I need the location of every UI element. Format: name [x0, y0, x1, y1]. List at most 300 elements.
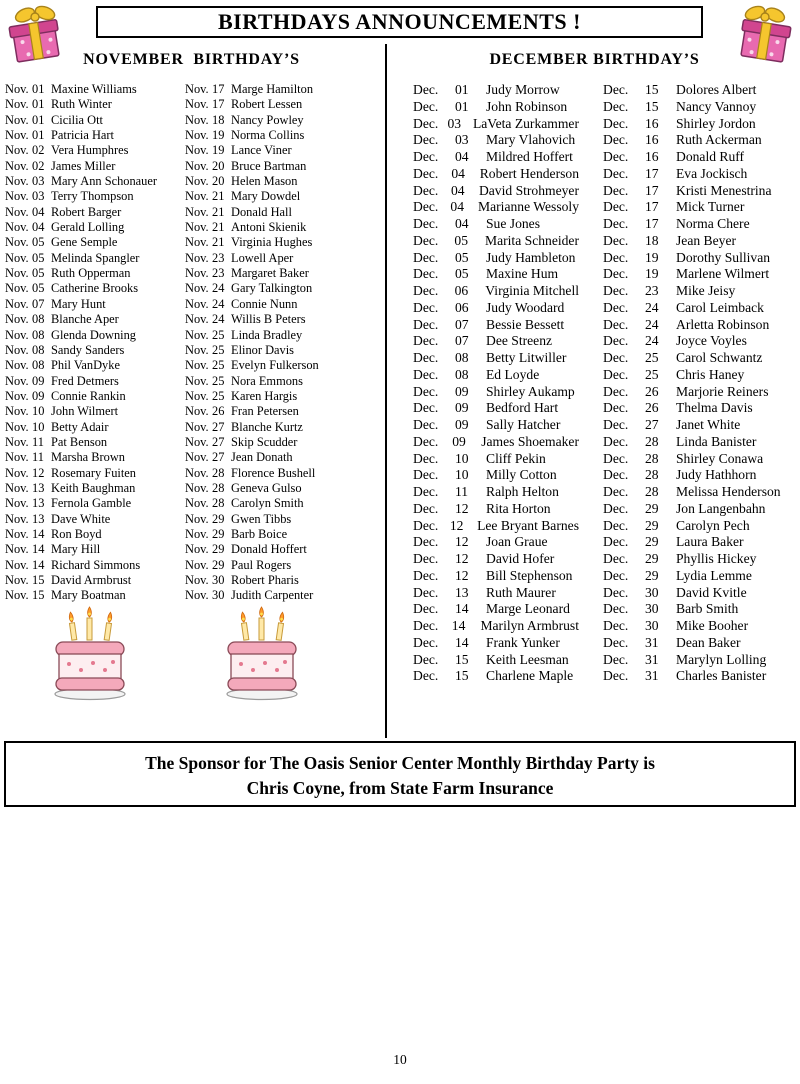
day-number: 21 [212, 204, 225, 219]
day-number: 30 [645, 618, 659, 633]
day-number: 13 [32, 511, 45, 526]
day-number: 14 [455, 634, 469, 650]
person-name: Marlene Wilmert [676, 266, 770, 282]
month-abbr: Nov. [185, 342, 209, 357]
month-abbr: Dec. [413, 249, 439, 265]
person-name: Nora Emmons [231, 373, 303, 388]
person-name: David Kvitle [676, 584, 747, 600]
day-number: 25 [645, 350, 659, 365]
birthday-entry [413, 467, 579, 484]
day-number: 01 [32, 97, 45, 112]
month-abbr: Dec. [413, 299, 439, 315]
month-abbr: Dec. [413, 433, 439, 449]
birthday-entry [5, 573, 181, 588]
birthday-entry [603, 417, 800, 434]
person-name: Cliff Pekin [486, 450, 546, 466]
month-abbr: Nov. [185, 465, 209, 480]
day-number: 05 [454, 232, 469, 248]
day-number: 25 [212, 373, 225, 388]
person-name: Glenda Downing [51, 327, 136, 342]
person-name: Charles Banister [676, 668, 767, 684]
month-abbr: Dec. [413, 634, 439, 650]
page-number: 10 [393, 1052, 407, 1067]
birthday-entry [5, 588, 181, 603]
month-abbr: Nov. [185, 404, 209, 419]
person-name: Mary Hill [51, 542, 101, 557]
birthday-entry [603, 317, 800, 334]
birthday-entry [5, 481, 181, 496]
birthday-entry [413, 317, 579, 334]
day-number: 04 [455, 149, 469, 164]
sponsor-line2: Chris Coyne, from State Farm Insurance [246, 778, 554, 798]
birthday-entry [185, 97, 383, 112]
month-abbr: Nov. [5, 112, 29, 127]
day-number: 05 [32, 281, 45, 296]
person-name: Geneva Gulso [231, 480, 302, 495]
person-name: Marjorie Reiners [676, 383, 769, 399]
day-number: 19 [645, 266, 659, 282]
month-abbr: Nov. [5, 373, 29, 388]
month-abbr: Dec. [603, 417, 629, 432]
december-section [389, 44, 800, 685]
person-name: Marge Leonard [486, 601, 570, 617]
person-name: James Shoemaker [481, 433, 579, 449]
day-number: 17 [212, 97, 225, 112]
day-number: 15 [455, 668, 469, 684]
month-abbr: Dec. [603, 517, 629, 533]
day-number: 29 [645, 551, 659, 566]
birthday-entry [413, 266, 579, 283]
person-name: Judy Hambleton [486, 249, 576, 265]
person-name: Pat Benson [51, 434, 108, 449]
birthday-entry [185, 159, 383, 174]
day-number: 21 [212, 220, 225, 235]
birthday-entry [185, 82, 383, 97]
day-number: 25 [212, 327, 225, 342]
birthday-entry [185, 189, 383, 204]
birthday-entry [5, 189, 181, 204]
day-number: 05 [32, 266, 45, 281]
month-abbr: Nov. [185, 235, 209, 250]
month-abbr: Nov. [185, 112, 209, 127]
day-number: 09 [452, 433, 466, 449]
person-name: Marilyn Armbrust [480, 618, 579, 633]
birthday-entry [603, 518, 800, 535]
birthday-entry [603, 601, 800, 618]
birthday-entry [603, 183, 800, 200]
day-number: 15 [32, 588, 45, 603]
month-abbr: Nov. [5, 158, 29, 173]
month-abbr: Dec. [413, 517, 439, 533]
birthday-entry [603, 166, 800, 183]
day-number: 10 [32, 404, 45, 419]
day-number: 29 [645, 517, 659, 533]
month-abbr: Dec. [603, 266, 629, 282]
day-number: 25 [212, 358, 225, 373]
person-name: Richard Simmons [51, 557, 141, 572]
birthday-entry [413, 283, 579, 300]
birthday-entry [603, 333, 800, 350]
month-abbr: Nov. [185, 419, 209, 434]
day-number: 04 [32, 220, 45, 235]
birthday-entry [185, 205, 383, 220]
month-abbr: Nov. [185, 220, 209, 235]
month-abbr: Dec. [603, 182, 629, 198]
day-number: 17 [645, 182, 659, 198]
person-name: Linda Bradley [231, 327, 303, 342]
person-name: Mildred Hoffert [486, 149, 573, 164]
person-name: Norma Collins [231, 128, 305, 143]
day-number: 19 [212, 143, 225, 158]
birthday-entry [603, 250, 800, 267]
birthday-entry [5, 266, 181, 281]
birthday-entry [5, 297, 181, 312]
day-number: 20 [212, 158, 225, 173]
day-number: 14 [451, 618, 466, 633]
day-number: 01 [32, 128, 45, 143]
month-abbr: Nov. [5, 296, 29, 311]
december-list-col2 [579, 82, 800, 685]
birthday-entry [5, 113, 181, 128]
birthday-entry [603, 266, 800, 283]
month-abbr: Nov. [5, 404, 29, 419]
day-number: 21 [212, 189, 225, 204]
person-name: Bruce Bartman [231, 158, 307, 173]
november-list-col1 [0, 82, 181, 604]
month-abbr: Nov. [185, 327, 209, 342]
day-number: 12 [455, 567, 469, 583]
month-abbr: Dec. [413, 132, 439, 148]
day-number: 31 [645, 651, 659, 667]
page-header [96, 6, 703, 38]
birthday-entry [5, 358, 181, 373]
birthday-entry [185, 573, 383, 588]
day-number: 09 [455, 383, 469, 399]
month-abbr: Dec. [603, 567, 629, 583]
month-abbr: Dec. [603, 618, 629, 633]
day-number: 13 [32, 496, 45, 511]
person-name: John Robinson [486, 98, 568, 114]
birthday-entry [185, 435, 383, 450]
november-section [0, 44, 383, 604]
day-number: 24 [645, 299, 659, 315]
birthday-entry [603, 652, 800, 669]
person-name: Nancy Vannoy [676, 98, 757, 114]
day-number: 03 [32, 189, 45, 204]
person-name: Florence Bushell [231, 465, 316, 480]
month-abbr: Dec. [413, 467, 439, 483]
birthday-entry [603, 82, 800, 99]
day-number: 08 [455, 366, 469, 382]
day-number: 29 [212, 526, 225, 541]
person-name: Vera Humphres [51, 143, 129, 158]
person-name: Evelyn Fulkerson [231, 358, 319, 373]
day-number: 11 [455, 484, 469, 499]
birthday-entry [413, 99, 579, 116]
birthday-entry [413, 601, 579, 618]
month-abbr: Nov. [5, 450, 29, 465]
person-name: Ruth Ackerman [676, 132, 762, 148]
month-abbr: Nov. [5, 174, 29, 189]
month-abbr: Nov. [185, 143, 209, 158]
day-number: 26 [212, 404, 225, 419]
birthday-entry [5, 542, 181, 557]
birthday-cake-icon [50, 606, 130, 702]
birthday-entry [185, 328, 383, 343]
month-abbr: Nov. [185, 128, 209, 143]
day-number: 17 [212, 82, 225, 96]
birthday-entry [413, 551, 579, 568]
person-name: Paul Rogers [231, 557, 292, 572]
birthday-entry [5, 527, 181, 542]
month-abbr: Dec. [603, 383, 629, 399]
birthday-entry [185, 281, 383, 296]
person-name: Skip Scudder [231, 434, 298, 449]
month-abbr: Nov. [5, 434, 29, 449]
birthday-entry [185, 220, 383, 235]
month-abbr: Dec. [603, 82, 629, 97]
birthday-entry [603, 551, 800, 568]
birthday-entry [413, 300, 579, 317]
person-name: Betty Litwiller [486, 350, 567, 365]
person-name: Antoni Skienik [231, 220, 307, 235]
day-number: 05 [455, 249, 469, 265]
birthday-entry [413, 350, 579, 367]
birthday-entry [5, 128, 181, 143]
day-number: 20 [212, 174, 225, 189]
month-abbr: Dec. [413, 618, 439, 633]
person-name: Keith Baughman [51, 480, 136, 495]
person-name: Connie Nunn [231, 296, 298, 311]
month-abbr: Nov. [185, 266, 209, 281]
birthday-entry [603, 384, 800, 401]
month-abbr: Nov. [185, 480, 209, 495]
month-abbr: Nov. [185, 588, 209, 603]
person-name: Fran Petersen [231, 404, 299, 419]
day-number: 25 [645, 366, 659, 382]
person-name: Mike Jeisy [676, 283, 736, 298]
day-number: 07 [32, 296, 45, 311]
month-abbr: Dec. [603, 165, 629, 181]
month-abbr: Nov. [5, 542, 29, 557]
month-abbr: Nov. [5, 511, 29, 526]
day-number: 15 [32, 573, 45, 587]
month-abbr: Dec. [413, 601, 439, 617]
person-name: Jean Donath [231, 450, 293, 465]
month-abbr: Nov. [5, 250, 29, 265]
day-number: 28 [212, 465, 225, 480]
day-number: 29 [212, 557, 225, 572]
birthday-entry [603, 585, 800, 602]
birthday-entry [5, 343, 181, 358]
person-name: Robert Lessen [231, 97, 303, 112]
day-number: 30 [645, 584, 659, 600]
birthday-entry [5, 328, 181, 343]
day-number: 08 [32, 342, 45, 357]
day-number: 30 [212, 588, 225, 603]
month-abbr: Nov. [185, 296, 209, 311]
day-number: 28 [645, 484, 659, 499]
day-number: 16 [645, 149, 659, 164]
month-abbr: Dec. [603, 601, 629, 617]
person-name: Ruth Opperman [51, 266, 131, 281]
person-name: Chris Haney [676, 366, 745, 382]
day-number: 10 [455, 467, 469, 483]
birthday-entry [185, 481, 383, 496]
birthday-entry [413, 501, 579, 518]
month-abbr: Nov. [185, 312, 209, 327]
birthday-entry [185, 542, 383, 557]
person-name: Lance Viner [231, 143, 292, 158]
day-number: 31 [645, 634, 659, 650]
sponsor-box [4, 741, 796, 807]
person-name: Ralph Helton [486, 484, 559, 499]
person-name: Terry Thompson [51, 189, 134, 204]
day-number: 26 [645, 400, 659, 416]
birthday-entry [5, 174, 181, 189]
person-name: Norma Chere [676, 216, 750, 231]
day-number: 07 [455, 316, 469, 332]
day-number: 08 [455, 350, 469, 365]
november-lists [0, 82, 383, 604]
month-abbr: Nov. [5, 220, 29, 235]
month-abbr: Dec. [413, 266, 439, 282]
month-abbr: Nov. [5, 342, 29, 357]
month-abbr: Nov. [185, 373, 209, 388]
day-number: 12 [455, 500, 469, 516]
month-abbr: Dec. [603, 149, 629, 164]
birthday-entry [603, 618, 800, 635]
day-number: 01 [32, 112, 45, 127]
day-number: 02 [32, 143, 45, 158]
month-abbr: Dec. [413, 316, 439, 332]
day-number: 06 [454, 283, 469, 298]
person-name: Robert Pharis [231, 573, 299, 587]
day-number: 12 [449, 517, 464, 533]
day-number: 14 [32, 542, 45, 557]
birthday-entry [413, 149, 579, 166]
month-abbr: Dec. [413, 232, 439, 248]
birthday-entry [185, 174, 383, 189]
person-name: John Wilmert [51, 404, 119, 419]
month-abbr: Dec. [603, 551, 629, 566]
month-abbr: Dec. [603, 668, 629, 684]
day-number: 15 [455, 651, 469, 667]
birthday-entry [413, 116, 579, 133]
day-number: 24 [212, 296, 225, 311]
month-abbr: Dec. [413, 333, 439, 349]
person-name: Bill Stephenson [486, 567, 573, 583]
month-abbr: Dec. [603, 366, 629, 382]
person-name: Phyllis Hickey [676, 551, 757, 566]
birthday-entry [603, 300, 800, 317]
person-name: Ed Loyde [486, 366, 540, 382]
month-abbr: Nov. [5, 526, 29, 541]
birthday-entry [185, 358, 383, 373]
person-name: Maxine Hum [486, 266, 559, 282]
person-name: Barb Boice [231, 526, 288, 541]
person-name: Gerald Lolling [51, 220, 125, 235]
birthday-entry [185, 128, 383, 143]
person-name: Ruth Maurer [486, 584, 556, 600]
birthday-entry [5, 496, 181, 511]
person-name: Charlene Maple [486, 668, 574, 684]
birthday-entry [603, 216, 800, 233]
birthday-entry [603, 668, 800, 685]
person-name: Thelma Davis [676, 400, 753, 416]
person-name: Frank Yunker [486, 634, 560, 650]
month-abbr: Nov. [185, 542, 209, 557]
birthday-entry [5, 435, 181, 450]
day-number: 15 [645, 98, 659, 114]
person-name: Fernola Gamble [51, 496, 132, 511]
month-abbr: Nov. [5, 496, 29, 511]
december-lists [389, 82, 800, 685]
person-name: Ron Boyd [51, 526, 102, 541]
person-name: Sandy Sanders [51, 342, 125, 357]
day-number: 09 [455, 417, 469, 432]
person-name: Laura Baker [676, 534, 744, 550]
person-name: Marita Schneider [485, 232, 579, 248]
page-title: BIRTHDAYS ANNOUNCEMENTS ! [218, 9, 581, 34]
person-name: Willis B Peters [231, 312, 306, 327]
person-name: Gene Semple [51, 235, 118, 250]
birthday-entry [603, 501, 800, 518]
month-abbr: Nov. [5, 128, 29, 143]
day-number: 13 [32, 480, 45, 495]
day-number: 12 [32, 465, 45, 480]
day-number: 12 [455, 551, 469, 566]
month-abbr: Dec. [603, 450, 629, 466]
day-number: 29 [645, 534, 659, 550]
birthday-entry [5, 450, 181, 465]
birthday-entry [185, 266, 383, 281]
month-abbr: Nov. [5, 557, 29, 572]
birthday-entry [603, 434, 800, 451]
person-name: Betty Adair [51, 419, 109, 434]
birthday-entry [185, 527, 383, 542]
person-name: Mick Turner [676, 199, 745, 215]
person-name: James Miller [51, 158, 116, 173]
day-number: 05 [32, 235, 45, 250]
day-number: 24 [212, 281, 225, 296]
month-abbr: Nov. [5, 204, 29, 219]
person-name: Phil VanDyke [51, 358, 120, 373]
birthday-entry [185, 466, 383, 481]
month-abbr: Dec. [603, 500, 629, 516]
birthday-entry [413, 618, 579, 635]
person-name: Joyce Voyles [676, 333, 747, 349]
birthday-entry [413, 216, 579, 233]
person-name: Elinor Davis [231, 342, 294, 357]
person-name: Blanche Kurtz [231, 419, 303, 434]
november-heading: NOVEMBER BIRTHDAY’S [83, 51, 300, 68]
birthday-entry [603, 283, 800, 300]
person-name: Lydia Lemme [676, 567, 752, 583]
day-number: 31 [645, 668, 659, 684]
day-number: 30 [645, 601, 659, 617]
day-number: 03 [455, 132, 469, 148]
person-name: Lowell Aper [231, 250, 294, 265]
day-number: 14 [455, 601, 469, 617]
day-number: 09 [32, 388, 45, 403]
person-name: Kristi Menestrina [676, 182, 772, 198]
birthday-entry [603, 400, 800, 417]
birthday-entry [185, 343, 383, 358]
birthday-entry [5, 512, 181, 527]
birthday-entry [603, 484, 800, 501]
birthday-entry [413, 534, 579, 551]
